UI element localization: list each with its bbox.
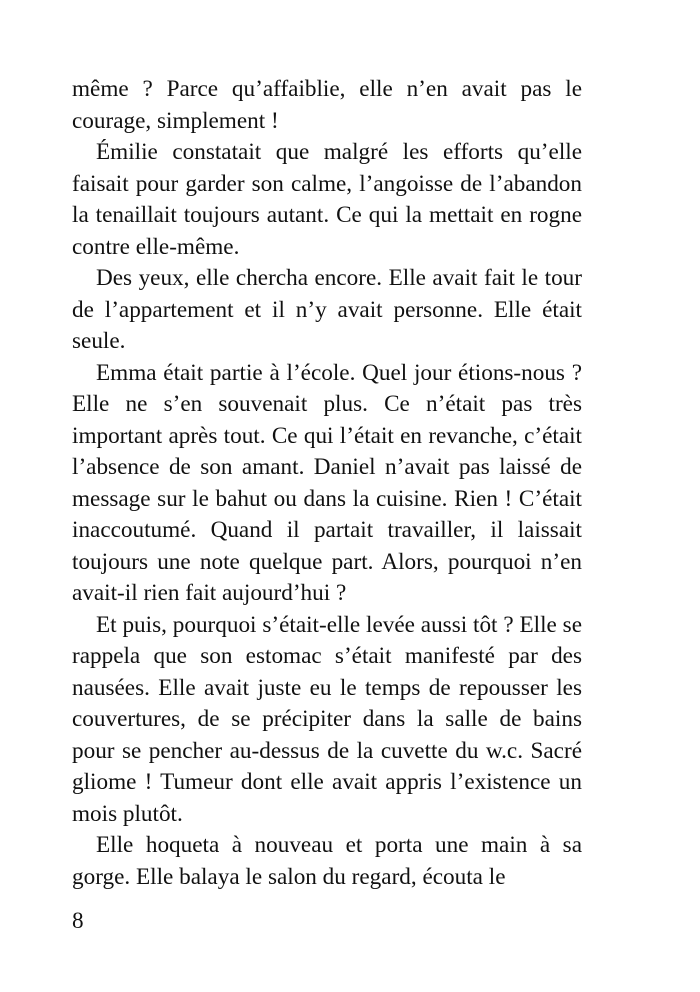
- page-body: [72, 74, 582, 893]
- paragraph-6: Elle hoqueta à nouveau et porta une main à sa gorge. Elle balaya le salon du regard, écouta le: [72, 832, 582, 890]
- paragraph-4: Emma était partie à l’école. Quel jour étions-nous ? Elle ne s’en souvenait plus. Ce n’était pas très important après tout. Ce qui l’était en revanche, c’était l’absence de son amant. Daniel n’avait pas laissé de message sur le bahut ou dans la cuisine. Rien ! C’était inaccoutumé. Quand il partait travailler, il laissait toujours une note quelque part. Alors, pourquoi n’en avait-il rien fait aujourd’hui ?: [72, 359, 582, 606]
- paragraph-2: Émilie constatait que malgré les efforts qu’elle faisait pour garder son calme, l’angoisse de l’abandon la tenaillait toujours autant. Ce qui la mettait en rogne contre elle-même.: [72, 139, 582, 260]
- page-number: 8: [72, 908, 84, 934]
- paragraph-3: Des yeux, elle chercha encore. Elle avait fait le tour de l’appartement et il n’y avait personne. Elle était seule.: [72, 265, 582, 354]
- paragraph-1: même ? Parce qu’affaiblie, elle n’en avait pas le courage, simplement !: [72, 76, 582, 134]
- paragraph-5: Et puis, pourquoi s’était-elle levée aussi tôt ? Elle se rappela que son estomac s’était manifesté par des nausées. Elle avait juste eu le temps de repousser les couvertures, de se précipiter dans la salle de bains pour se pencher au-dessus de la cuvette du w.c. Sacré gliome ! Tumeur dont elle avait appris l’existence un mois plutôt.: [72, 611, 582, 827]
